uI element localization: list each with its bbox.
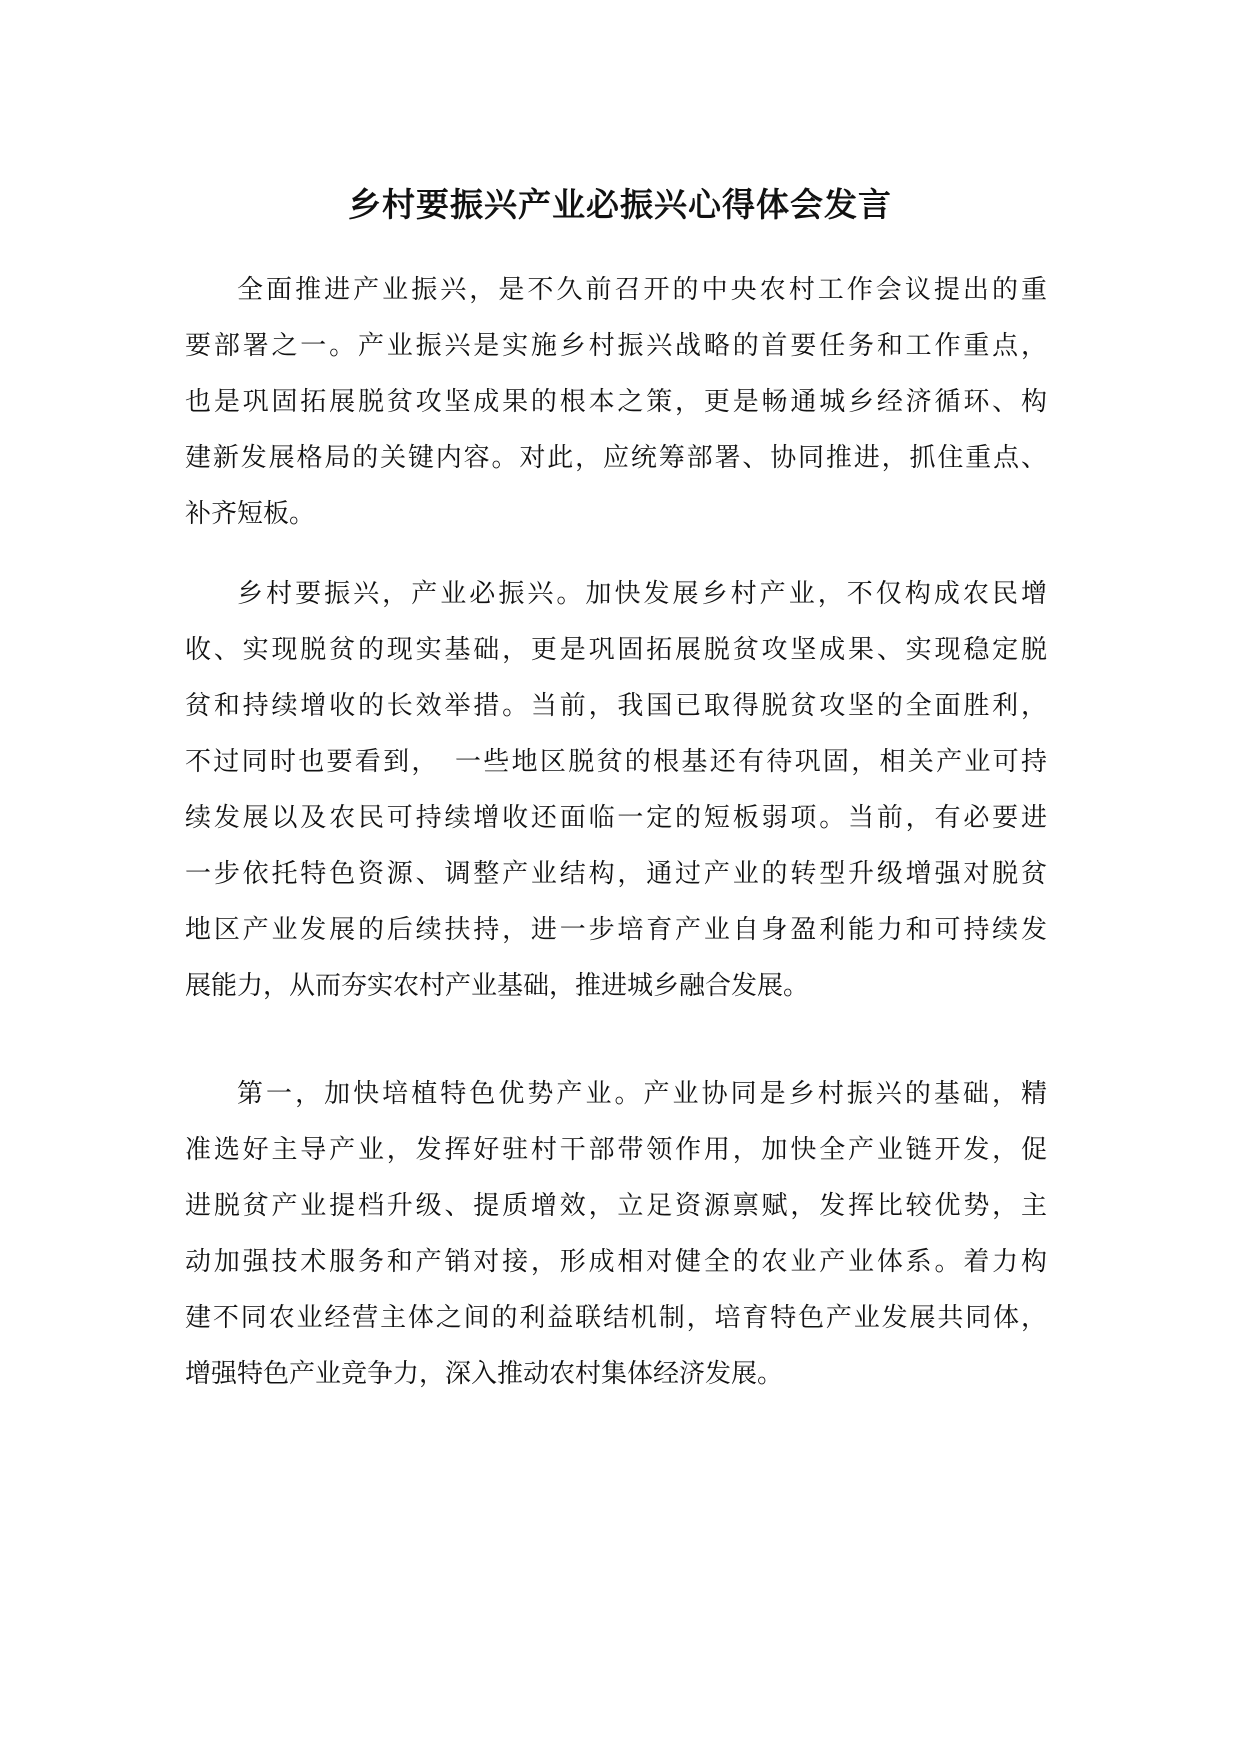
- paragraph-line: 第一，加快培植特色优势产业。产业协同是乡村振兴的基础，精: [237, 1079, 1047, 1109]
- paragraph-line: 一步依托特色资源、调整产业结构，通过产业的转型升级增强对脱贫: [185, 859, 1047, 889]
- paragraph-line: 不过同时也要看到， 一些地区脱贫的根基还有待巩固，相关产业可持: [185, 747, 1047, 777]
- paragraph-line: 地区产业发展的后续扶持，进一步培育产业自身盈利能力和可持续发: [185, 915, 1047, 945]
- paragraph-line: 乡村要振兴，产业必振兴。加快发展乡村产业，不仅构成农民增: [237, 579, 1047, 609]
- paragraph-line: 准选好主导产业，发挥好驻村干部带领作用，加快全产业链开发，促: [185, 1135, 1047, 1165]
- paragraph-line: 动加强技术服务和产销对接，形成相对健全的农业产业体系。着力构: [185, 1247, 1047, 1277]
- paragraph-line: 展能力，从而夯实农村产业基础，推进城乡融合发展。: [185, 971, 810, 1001]
- paragraph-line: 贫和持续增收的长效举措。当前，我国已取得脱贫攻坚的全面胜利，: [185, 691, 1047, 721]
- paragraph-line: 补齐短板。: [185, 499, 316, 529]
- paragraph-1: [185, 262, 1047, 542]
- paragraph-2: [185, 566, 1047, 1014]
- paragraph-3: [185, 1066, 1047, 1402]
- paragraph-line: 增强特色产业竞争力，深入推动农村集体经济发展。: [185, 1359, 784, 1389]
- paragraph-line: 也是巩固拓展脱贫攻坚成果的根本之策，更是畅通城乡经济循环、构: [185, 387, 1047, 417]
- paragraph-line: 建不同农业经营主体之间的利益联结机制，培育特色产业发展共同体，: [185, 1303, 1047, 1333]
- paragraph-line: 全面推进产业振兴，是不久前召开的中央农村工作会议提出的重: [237, 275, 1047, 305]
- paragraph-line: 建新发展格局的关键内容。对此，应统筹部署、协同推进，抓住重点、: [185, 443, 1047, 473]
- paragraph-line: 收、实现脱贫的现实基础，更是巩固拓展脱贫攻坚成果、实现稳定脱: [185, 635, 1047, 665]
- document-title: 乡村要振兴产业必振兴心得体会发言: [348, 185, 892, 224]
- paragraph-line: 续发展以及农民可持续增收还面临一定的短板弱项。当前，有必要进: [185, 803, 1047, 833]
- paragraph-line: 进脱贫产业提档升级、提质增效，立足资源禀赋，发挥比较优势，主: [185, 1191, 1047, 1221]
- paragraph-line: 要部署之一。产业振兴是实施乡村振兴战略的首要任务和工作重点，: [185, 331, 1047, 361]
